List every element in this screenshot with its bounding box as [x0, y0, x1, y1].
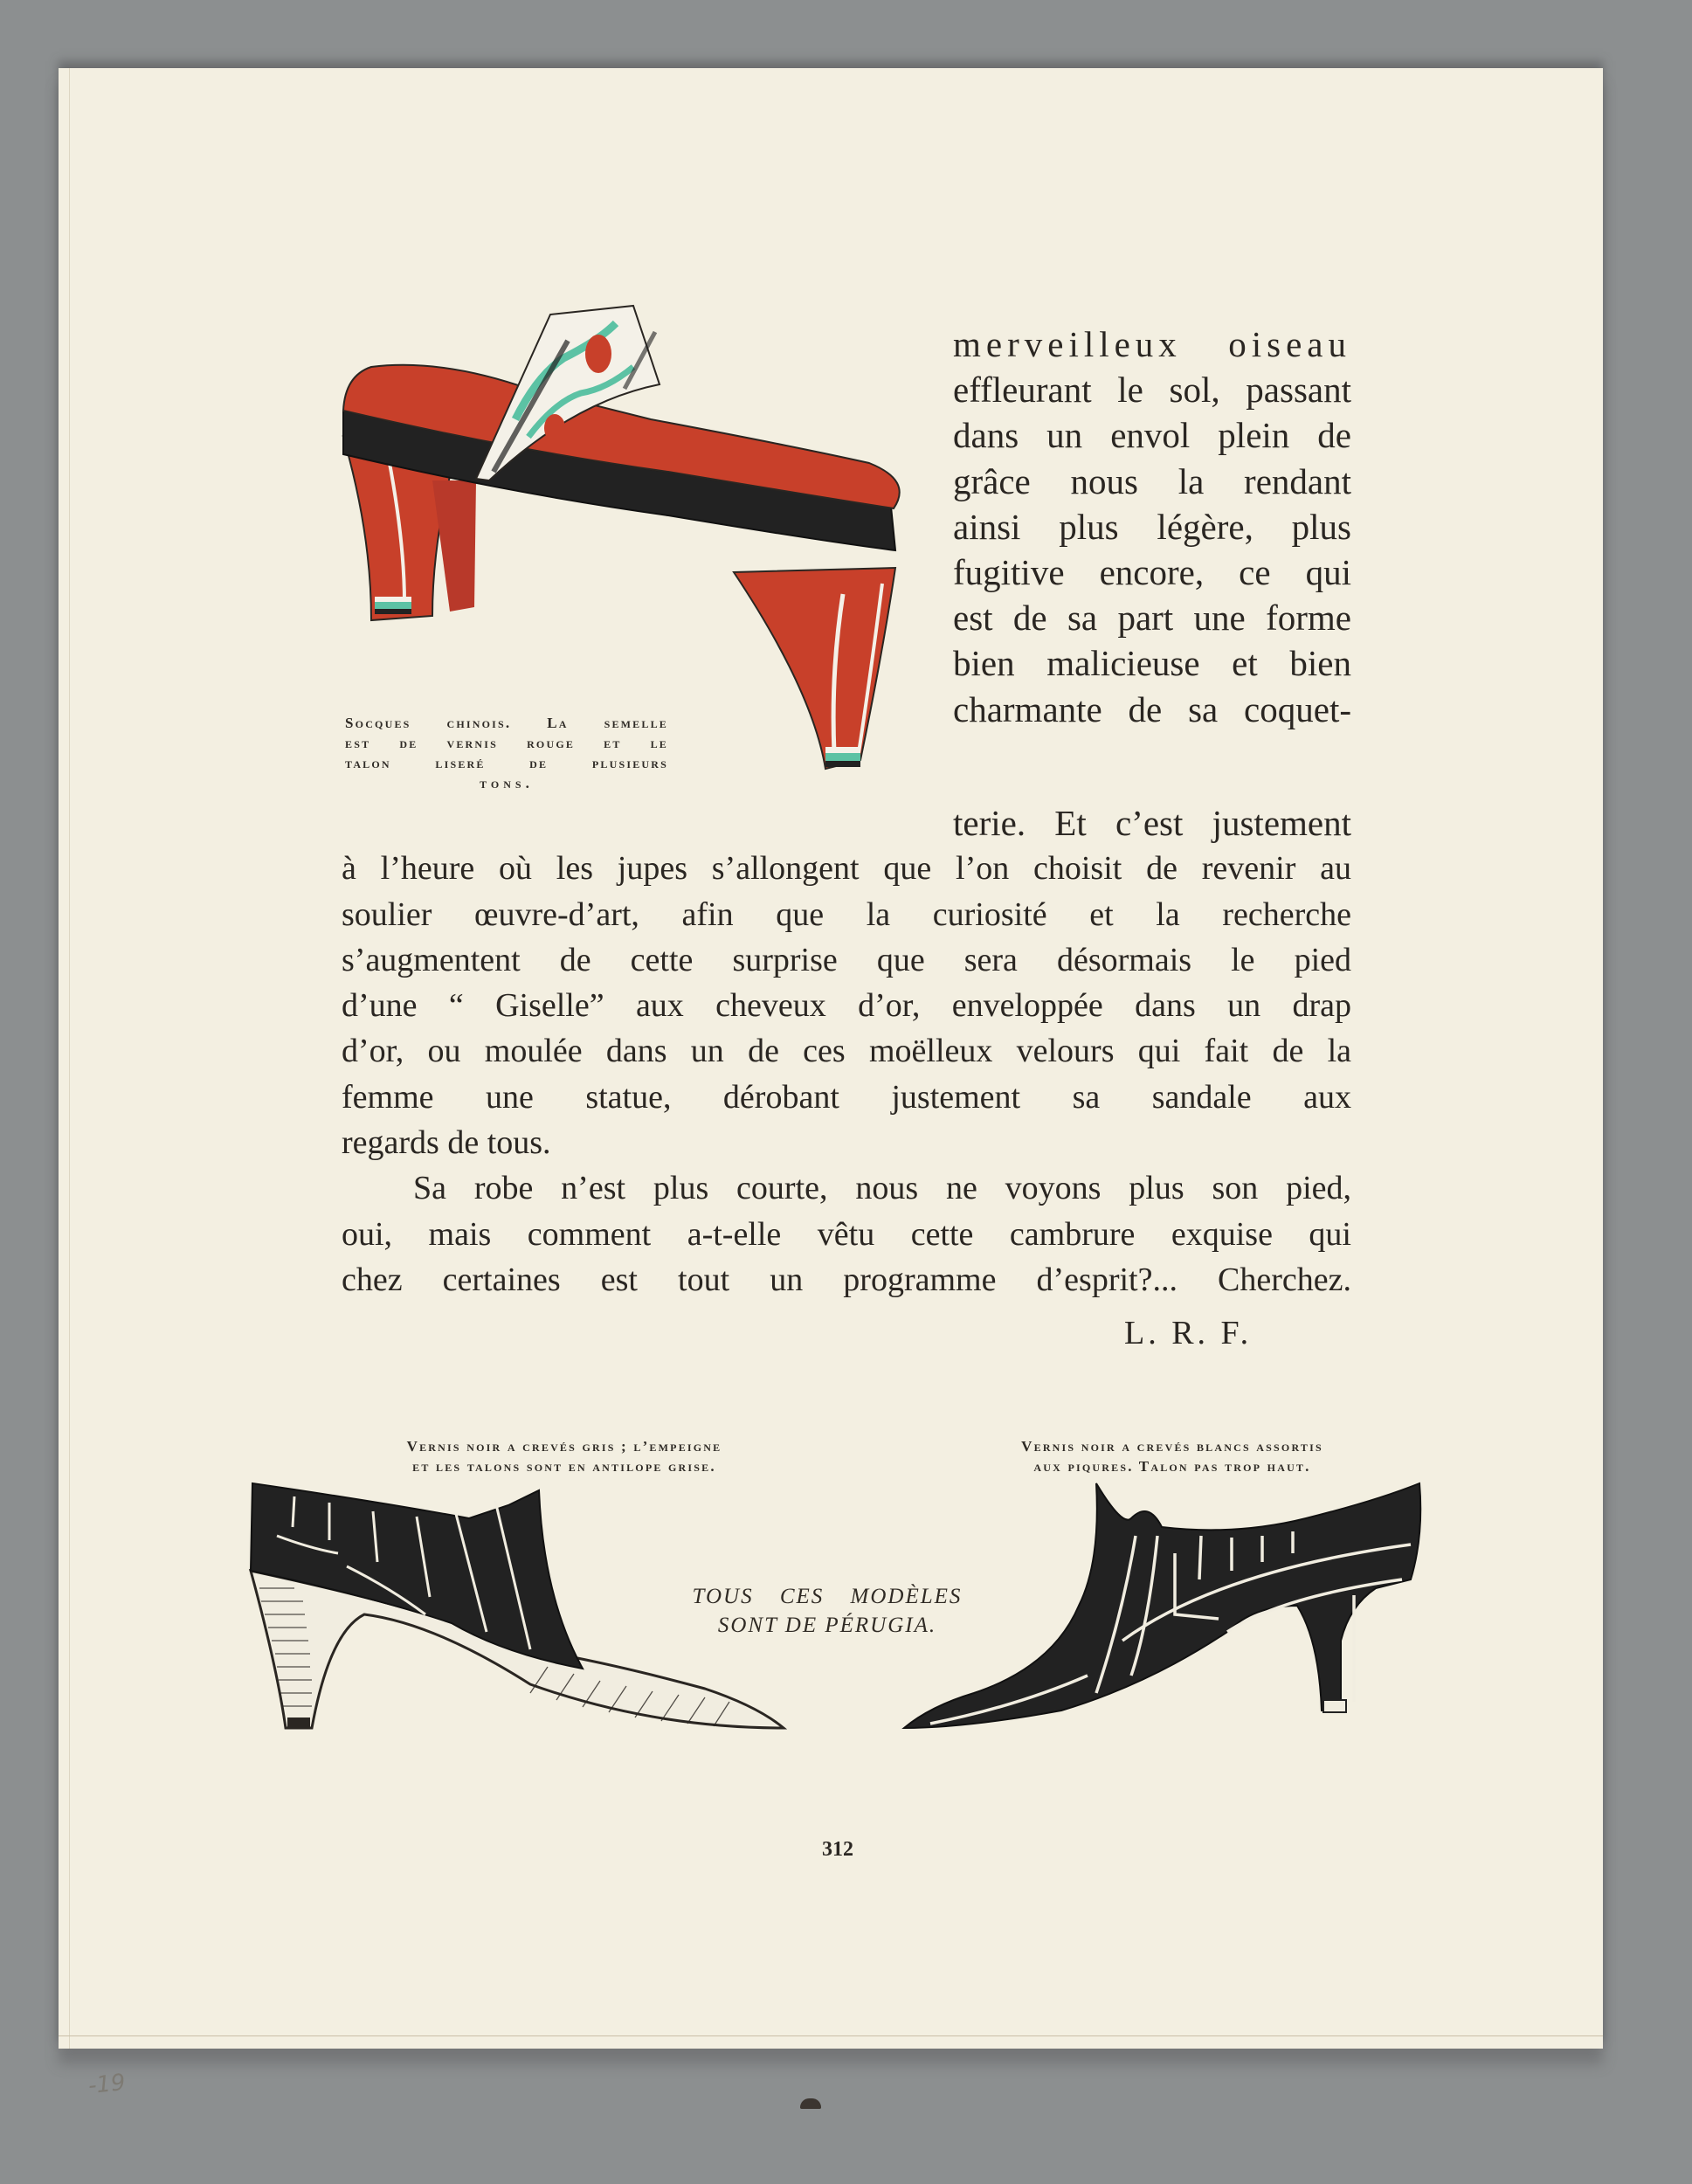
right-shoe-black-body — [904, 1483, 1420, 1728]
article-body-text — [342, 800, 1351, 1303]
text-line: dans un envol plein de — [953, 415, 1351, 456]
author-signature: L. R. F. — [1124, 1315, 1253, 1351]
magazine-page — [59, 68, 1603, 2100]
text-line: fugitive encore, ce qui — [953, 552, 1351, 593]
text-line: bien malicieuse et bien — [953, 643, 1351, 684]
text-line: regards de tous. — [342, 1124, 551, 1162]
text-line: à l’heure où les jupes s’allongent que l’on choisit de revenir au — [342, 850, 1351, 888]
text-line: soulier œuvre-d’art, afin que la curiosité et la recherche — [342, 895, 1351, 933]
text-line: d’une “ Giselle” aux cheveux d’or, enveloppée dans un drap — [342, 987, 1351, 1025]
text-line: s’augmentent de cette surprise que sera désormais le pied — [342, 941, 1351, 978]
caption-line: et les talons sont en antilope grise. — [412, 1458, 716, 1475]
note-line: TOUS CES MODÈLES — [692, 1585, 963, 1608]
page-number: 312 — [822, 1838, 853, 1861]
note-line: SONT DE PÉRUGIA. — [717, 1614, 937, 1637]
text-line: terie. Et c’est justement — [953, 803, 1351, 843]
text-line: charmante de sa coquet- — [953, 688, 1351, 729]
caption-line: Socques chinois. La semelle — [345, 715, 668, 731]
right-shoe-illustration — [887, 1466, 1446, 1737]
text-line: d’or, ou moulée dans un de ces moëlleux velours qui fait de la — [342, 1033, 1351, 1070]
caption-line: Vernis noir a crevés gris ; l’empeigne — [406, 1438, 722, 1455]
page-edge — [59, 68, 70, 2049]
caption-line: talon liseré de plusieurs — [345, 755, 668, 771]
caption-line: est de vernis rouge et le — [345, 735, 668, 751]
pencil-annotation: -19 — [86, 2069, 127, 2100]
caption-line: Vernis noir a crevés blancs assortis — [1021, 1438, 1323, 1455]
text-line: effleurant le sol, passant — [953, 370, 1351, 411]
text-line: femme une statue, dérobant justement sa sandale aux — [342, 1078, 1351, 1116]
text-line: chez certaines est tout un programme d’esprit?... Cherchez. — [342, 1261, 1351, 1298]
text-line: Sa robe n’est plus courte, nous ne voyons plus son pied, — [413, 1170, 1351, 1207]
binding-mark — [800, 2098, 821, 2109]
text-line: oui, mais comment a-t-elle vêtu cette cambrure exquise qui — [342, 1215, 1351, 1253]
page-edge — [59, 2035, 1603, 2049]
text-line: ainsi plus légère, plus — [953, 506, 1351, 547]
caption-line: tons. — [480, 775, 534, 791]
text-line: est de sa part une forme — [953, 598, 1351, 639]
caption-line: aux piqures. Talon pas trop haut. — [1033, 1458, 1311, 1475]
text-line: grâce nous la rendant — [953, 460, 1351, 501]
red-clog-caption — [345, 713, 668, 793]
article-column-text — [953, 321, 1351, 732]
text-line: merveilleux oiseau — [953, 324, 1351, 364]
